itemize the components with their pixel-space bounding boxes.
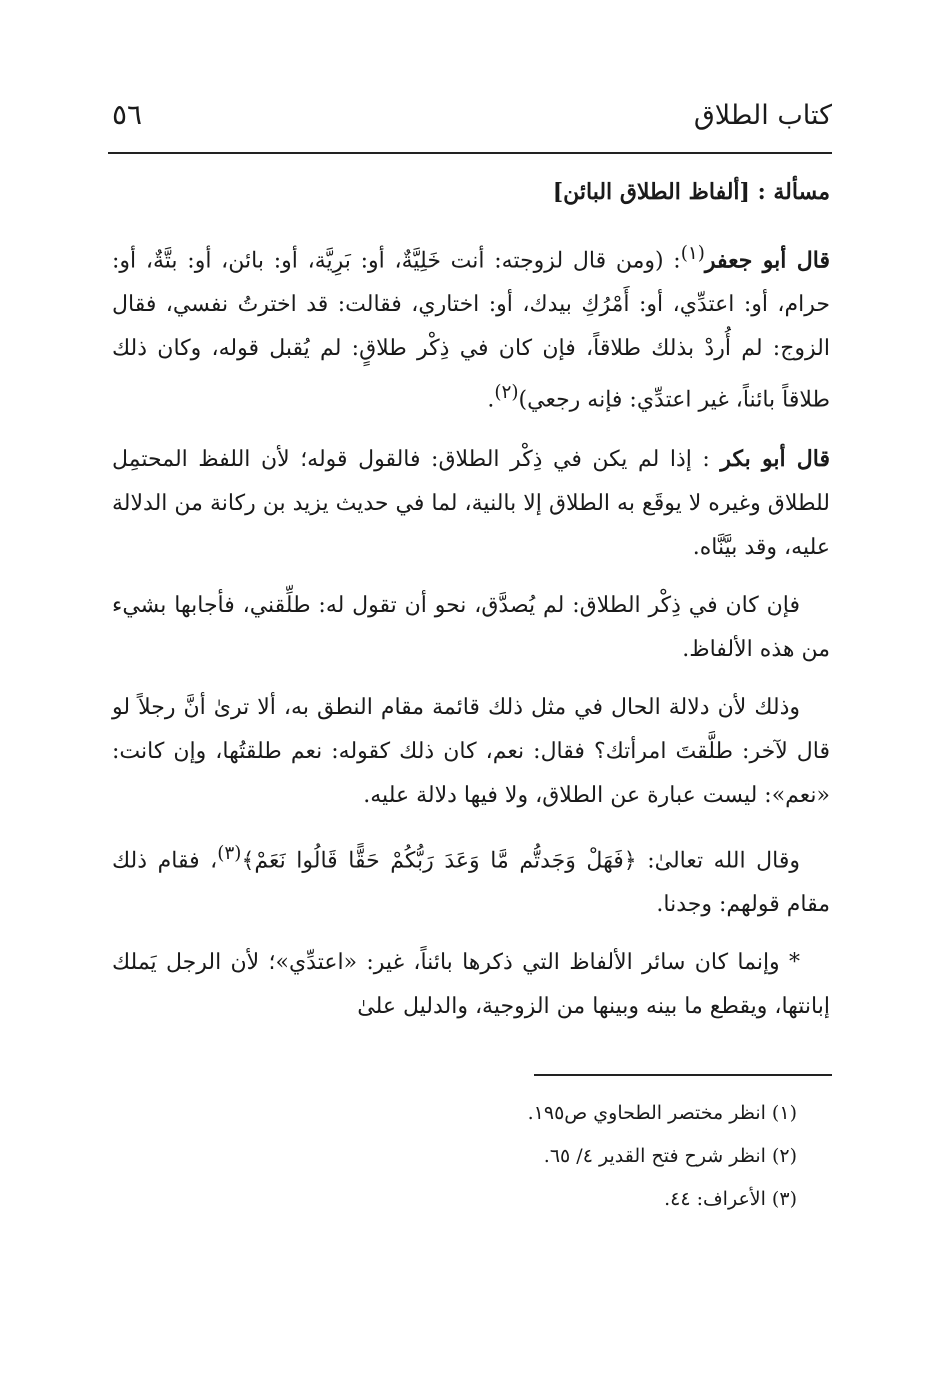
paragraph-text-block: * وإنما كان سائر الألفاظ التي ذكرها بائناً، غير: «اعتدِّي»؛ لأن الرجل يَملك إبانتها، ويقطع ما بينه وبينها من الزوجية، والدليل علىٰ <box>112 949 830 1019</box>
paragraph-end: . <box>487 387 495 413</box>
paragraph-text: وقال الله تعالىٰ: ﴿فَهَلْ وَجَدتُّم مَّا وَعَدَ رَبُّكُمْ حَقًّا قَالُوا نَعَمْ﴾ <box>241 847 800 873</box>
speaker-label: قال أبو بكر <box>720 445 830 472</box>
paragraph-abu-bakr <box>112 437 830 570</box>
page-header <box>108 92 832 154</box>
footnotes <box>112 1092 797 1221</box>
footnote-ref: (٣) <box>217 842 242 864</box>
paragraph-text-block: فإن كان في ذِكْر الطلاق: لم يُصدَّق، نحو أن تقول له: طلِّقني، فأجابها بشيء من هذه الألفاظ. <box>112 592 830 662</box>
footnote-ref: (٢) <box>494 382 519 404</box>
paragraph-text: : (ومن قال لزوجته: أنت خَلِيَّةٌ، أو: بَرِيَّة، أو: بائن، أو: بتَّةٌ، أو: حرام، أو: اعتدِّي، أو: أَمْرُكِ بيدك، أو: اختاري، فقالت: قد اخترتُ نفسي، فقال الزوج: لم أُردْ بذلك طلاقاً، فإن كان في ذِكْر طلاقٍ: لم يُقبل قوله، وكان ذلك طلاقاً بائناً، غير اعتدِّي: فإنه رجعي) <box>112 248 830 413</box>
page-number: ٥٦ <box>112 98 143 131</box>
footnote-separator <box>534 1074 832 1076</box>
paragraph-text-block: وذلك لأن دلالة الحال في مثل ذلك قائمة مقام النطق به، ألا ترىٰ أنَّ رجلاً لو قال لآخر: طلَّقتَ امرأتك؟ فقال: نعم، كان ذلك كقوله: نعم طلقتُها، وإن كانت: «نعم»: ليست عبارة عن الطلاق، ولا فيها دلالة عليه. <box>112 694 830 808</box>
section-heading: مسألة : [ألفاظ الطلاق البائن] <box>552 179 830 205</box>
paragraph-abu-jafar <box>112 232 830 423</box>
footnote-item: (٣) الأعراف: ٤٤. <box>664 1188 797 1210</box>
footnote-item: (٢) انظر شرح فتح القدير ٤/ ٦٥. <box>543 1145 797 1167</box>
running-title: كتاب الطلاق <box>693 100 832 131</box>
footnote-item: (١) انظر مختصر الطحاوي ص١٩٥. <box>527 1102 797 1124</box>
paragraph-text: : إذا لم يكن في ذِكْر الطلاق: فالقول قوله؛ لأن اللفظ المحتمِل للطلاق وغيره لا يوقَع به الطلاق إلا بالنية، لما في حديث يزيد بن ركانة من الدلالة عليه، وقد بيَّنَّاه. <box>112 446 830 560</box>
main-text <box>112 172 830 1043</box>
footnote-ref: (١) <box>680 243 705 264</box>
speaker-label: قال أبو جعفر <box>704 247 830 274</box>
paragraph-end: ، فقام ذلك مقام قولهم: وجدنا. <box>112 847 830 917</box>
paragraph-quran-quote <box>112 832 830 927</box>
